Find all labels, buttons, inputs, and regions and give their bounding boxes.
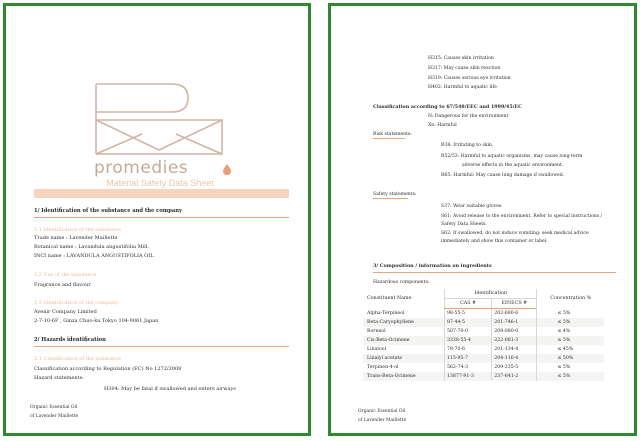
einecs-cell: 208-080-0 xyxy=(492,327,537,336)
msds-page-1 xyxy=(3,3,311,436)
constituent-cell: Alpha-Terpineol xyxy=(363,309,444,319)
subsection-1-1: 1.1 Identification of the substance xyxy=(34,227,121,233)
col-constituent-header: Constituent Name xyxy=(367,296,412,302)
company-name: Avenir Company Limited xyxy=(34,309,97,315)
concentration-cell: ≤ 5% xyxy=(537,318,604,327)
r38-statement: R38: Irritating to skin. xyxy=(441,143,494,148)
col-einecs-header: EINECS # xyxy=(492,299,537,309)
constituent-cell: Borneol xyxy=(363,327,444,336)
concentration-cell: ≤ 5% xyxy=(537,336,604,345)
h317-statement: H317: May cause skin reaction xyxy=(428,66,501,71)
hazard-statements-label: Hazard statements: xyxy=(34,375,84,381)
table-body xyxy=(363,309,604,382)
safety-underline xyxy=(373,198,408,199)
footer-line-1: Organic Essential Oil xyxy=(358,409,406,414)
botanical-name: Botanical name : Lavandula angustifolia Mill. xyxy=(34,244,150,250)
company-address: 2-7-10-6F , Ginza Chuo-ku Tokyo 104-0061 Japan xyxy=(34,318,159,324)
s62-continued: immediately and show this container or label. xyxy=(441,239,548,244)
concentration-cell: ≤ 45% xyxy=(537,345,604,354)
concentration-cell: ≤ 5% xyxy=(537,309,604,319)
constituent-cell: Trans-Beta-Ocimene xyxy=(363,372,444,381)
einecs-cell: 237-641-2 xyxy=(492,372,537,381)
constituent-cell: Cis-Beta-Ocimene xyxy=(363,336,444,345)
einecs-cell: 222-081-3 xyxy=(492,336,537,345)
cas-cell: 13877-91-3 xyxy=(444,372,491,381)
cas-cell: 507-70-0 xyxy=(444,327,491,336)
col-concentration-header: Concentration % xyxy=(537,289,604,309)
r65-statement: R65: Harmful: May cause lung damage if swallowed. xyxy=(441,173,565,178)
constituent-cell: Terpinen-4-ol xyxy=(363,363,444,372)
brand-name: promedies xyxy=(94,158,189,178)
safety-statements-label: Safety statements: xyxy=(373,192,417,197)
footer-line-2: of Lavender Maillette xyxy=(358,418,407,423)
hazardous-components-label: Hazardous components: xyxy=(373,280,430,285)
table-row xyxy=(363,345,604,354)
table-row xyxy=(363,363,604,372)
classification-text: Classification according to Regulation (EC) No 1272/2008 xyxy=(34,366,182,372)
r52-53-continued: adverse effects in the aquatic environment. xyxy=(462,163,564,168)
footer-line-2: of Lavender Maillette xyxy=(30,414,79,419)
cas-cell: 3338-55-4 xyxy=(444,336,491,345)
col-cas-header: CAS # xyxy=(444,299,491,309)
section-3-heading: 3/ Composition / information on ingredients xyxy=(373,263,492,269)
table-row xyxy=(363,327,604,336)
xn-harmful: Xn: Harmful xyxy=(428,123,457,128)
table-row xyxy=(363,336,604,345)
subsection-1-3: 1.3 Identification of the company xyxy=(34,300,119,306)
s37-statement: S37: Wear suitable gloves. xyxy=(441,204,503,209)
cas-cell: 98-55-5 xyxy=(444,309,491,319)
n-dangerous: N: Dangerous for the environment xyxy=(428,114,509,119)
drop-icon xyxy=(223,164,231,175)
constituent-cell: Beta-Caryophyllene xyxy=(363,318,444,327)
einecs-cell: 201-746-1 xyxy=(492,318,537,327)
concentration-cell: ≤ 5% xyxy=(537,363,604,372)
title-band xyxy=(34,189,289,198)
subsection-2-1: 2.1 Classification of the substance xyxy=(34,356,121,362)
cas-cell: 562-74-3 xyxy=(444,363,491,372)
trade-name: Trade name : Lavender Maillette xyxy=(34,235,118,241)
col-identification-header: Identification xyxy=(444,289,537,299)
concentration-cell: ≤ 5% xyxy=(537,372,604,381)
use-text: Fragrance and flavour xyxy=(34,282,91,288)
table-row xyxy=(363,372,604,381)
table-row xyxy=(363,318,604,327)
cas-cell: 87-44-5 xyxy=(444,318,491,327)
einecs-cell: 202-680-6 xyxy=(492,309,537,319)
section-2-rule xyxy=(34,346,289,347)
h315-statement: H315: Causes skin irritation xyxy=(428,56,494,61)
subsection-1-2: 1.2 Use of the substance xyxy=(34,272,97,278)
constituent-cell: Linalyl acetate xyxy=(363,354,444,363)
h402-statement: H402: Harmful to aquatic life xyxy=(428,85,497,90)
einecs-cell: 209-235-5 xyxy=(492,363,537,372)
concentration-cell: ≤ 4% xyxy=(537,327,604,336)
concentration-cell: ≤ 50% xyxy=(537,354,604,363)
section-3-rule xyxy=(373,272,616,273)
einecs-cell: 201-134-4 xyxy=(492,345,537,354)
risk-underline xyxy=(373,138,405,139)
table-row xyxy=(363,309,604,319)
document-title: Material Safety Data Sheet xyxy=(106,178,214,188)
einecs-cell: 204-116-4 xyxy=(492,354,537,363)
classification-heading: Classification according to 67/548/EEC and 1999/45/EC xyxy=(373,104,522,110)
constituent-cell: Linalool xyxy=(363,345,444,354)
h319-statement: H319: Causes serious eye irritation xyxy=(428,76,511,81)
s61-continued: Safety Data Sheets. xyxy=(441,222,487,227)
s61-statement: S61: Avoid release to the environment. Refer to special instructions / xyxy=(441,214,603,219)
cas-cell: 78-70-6 xyxy=(444,345,491,354)
table-row xyxy=(363,354,604,363)
table-header-row-1 xyxy=(363,289,604,299)
section-1-heading: 1/ Identification of the substance and the company xyxy=(34,208,183,214)
s62-statement: S62: If swallowed, do not induce vomiting: seek medical advice xyxy=(441,231,589,236)
footer-line-1: Organic Essential Oil xyxy=(30,405,78,410)
risk-statements-label: Risk statements: xyxy=(373,132,412,137)
section-1-rule xyxy=(34,217,289,218)
msds-page-2 xyxy=(328,3,637,436)
cas-cell: 115-95-7 xyxy=(444,354,491,363)
inci-name: INCI name : LAVANDULA ANGUSTIFOLIA OIL xyxy=(34,253,154,259)
h304-statement: H304: May be fatal if swallowed and enters airways xyxy=(104,386,236,392)
r52-53-statement: R52/53: Harmful to aquatic organisms, may cause long-term xyxy=(441,154,583,159)
section-2-heading: 2/ Hazards identification xyxy=(34,337,106,343)
composition-table xyxy=(363,289,604,381)
